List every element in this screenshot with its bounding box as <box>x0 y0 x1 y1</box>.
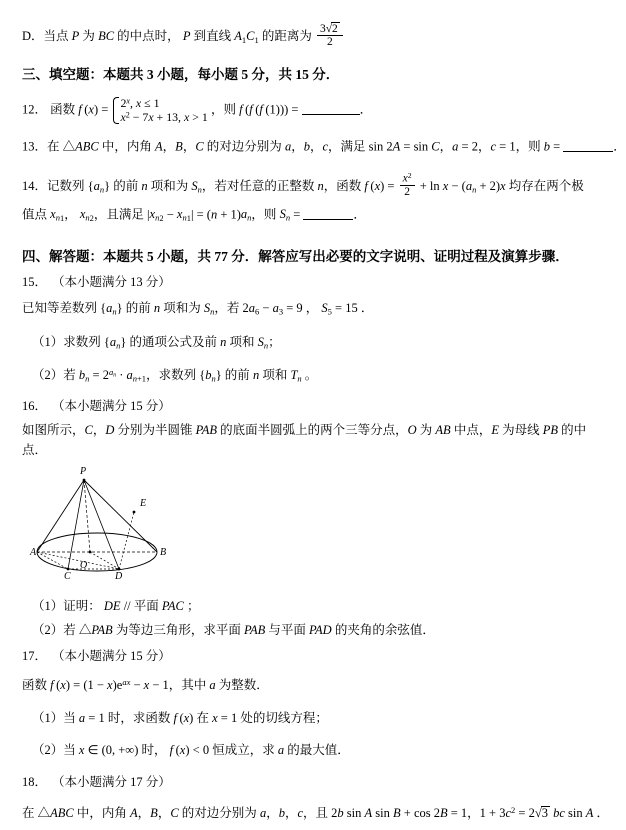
svg-text:A: A <box>30 547 37 558</box>
question-16-stem-line2: 点． <box>22 443 48 457</box>
question-14-line1: 14．记数列 $\{a_n\}$ 的前 n 项和为 $S_n$，若对任意的正整数 n，函数 f (x) = $\frac{x^2}{2}$ + $\ln x - (a_n + 2)x$ 均存在两个极 <box>22 171 584 198</box>
svg-text:E: E <box>140 498 147 509</box>
svg-text:C: C <box>64 571 71 582</box>
fraction-3sqrt2-over-2: $\frac{3√2}{2}$ <box>317 22 343 49</box>
fraction-x2-over-2: $\frac{x^2}{2}$ <box>400 172 415 198</box>
piecewise-cases: 2$^x$, x ≤ 1 $x^2 - 7x + 13$, x > 1 <box>111 96 207 125</box>
answer-blank[interactable] <box>303 208 353 220</box>
question-16-score: （本小题满分 15 分） <box>52 399 171 413</box>
question-15-part-1: （1）求数列 $\{a_n\}$ 的通项公式及前 n 项和 $S_n$； <box>32 335 281 351</box>
question-17-number: 17． <box>22 649 48 663</box>
question-17-stem: 函数 f $(x) = (1 - x)e^{ax} - x - 1$，其中 a 为整数． <box>22 677 269 692</box>
question-17-part-1: （1）当 a = 1 时，求函数 f (x) 在 x = 1 处的切线方程； <box>32 711 328 725</box>
option-d-line: D．当点 P 为 BC 的中点时， P 到直线 $A_1C_1$ 的距离为 $\frac{3√2}{2}$ <box>22 22 345 49</box>
question-14-line2: 值点 $x_{n1}$， $x_{n2}$，且满足 $|x_{n2} - x_{n1}| = (n + 1)a_n$，则 $S_n$ = ． <box>22 207 366 223</box>
question-17-score: （本小题满分 15 分） <box>52 649 171 663</box>
question-18-number: 18． <box>22 775 48 789</box>
question-16-stem-line1: 如图所示，C，D 分别为半圆锥 PAB 的底面半圆弧上的两个三等分点，O 为 AB 中点，E 为母线 PB 的中 <box>22 423 587 437</box>
question-15-part-2: （2）若 $b_n = 2^{a_n} \cdot a_{n+1}$，求数列 $\{b_n\}$ 的前 n 项和 $T_n$ 。 <box>32 367 318 384</box>
svg-text:D: D <box>115 571 123 582</box>
question-12: 12． 函数 f (x) = 2$^x$, x ≤ 1 $x^2 - 7x + 13$, x > 1 ，则 f (f (f (1))) = ． <box>22 96 373 125</box>
half-cone-PAB-diagram <box>22 462 262 592</box>
answer-blank[interactable] <box>302 103 360 115</box>
svg-text:O: O <box>80 560 88 571</box>
section-3-heading: 三、填空题：本题共 3 小题，每小题 5 分，共 15 分． <box>22 67 340 82</box>
question-15-stem: 已知等差数列 $\{a_n\}$ 的前 n 项和为 $S_n$，若 $2a_6 - a_3 = 9$ ， $S_5 = 15$ ． <box>22 301 374 317</box>
question-18-stem: 在 △ABC 中，内角 A，B，C 的对边分别为 a，b，c，且 2b sin A sin B + cos 2B = 1，$1 + 3c^2 = 2√3$ bc sin A ． <box>22 805 610 820</box>
question-15-number: 15． <box>22 275 48 289</box>
question-16-part-2: （2）若 △PAB 为等边三角形，求平面 PAB 与平面 PAD 的夹角的余弦值． <box>32 623 435 637</box>
svg-text:P: P <box>80 466 87 477</box>
question-17-part-2: （2）当 x ∈ (0, +∞) 时， f (x) < 0 恒成立，求 a 的最大值． <box>32 743 350 757</box>
question-13: 13．在 △ABC 中，内角 A，B，C 的对边分别为 a，b，c，满足 sin 2A = sin C，a = 2，c = 1，则 b = ． <box>22 139 626 154</box>
question-16-number: 16． <box>22 399 48 413</box>
section-4-heading: 四、解答题：本题共 5 小题，共 77 分．解答应写出必要的文字说明、证明过程及演算步骤． <box>22 249 569 264</box>
answer-blank[interactable] <box>563 140 613 152</box>
question-15-score: （本小题满分 13 分） <box>52 275 171 289</box>
question-16-part-1: （1）证明： DE // 平面 PAC ； <box>32 599 200 613</box>
question-18-score: （本小题满分 17 分） <box>52 775 171 789</box>
svg-text:B: B <box>160 547 167 558</box>
